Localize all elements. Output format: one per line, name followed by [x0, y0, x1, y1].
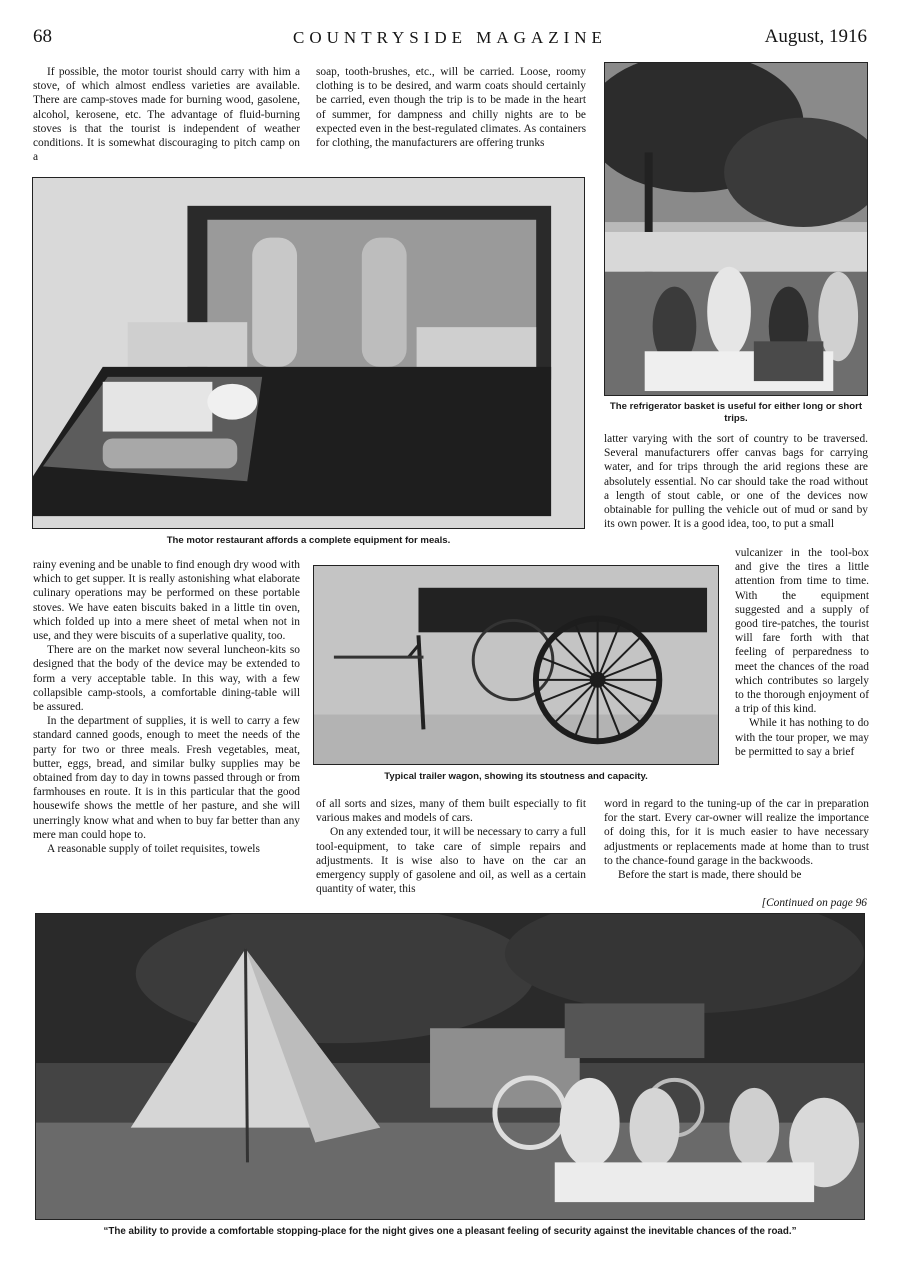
paragraph: A reasonable supply of toilet requisites, towels [47, 843, 260, 856]
paragraph: In the department of supplies, it is well to carry a few standard canned goods, enough to meet the needs of the party for two or three meals. Fresh vegetables, meat, butter, eggs, bread, and similar bulky supplies may be obtained from day to day in towns passed through or from farmhouses en route. It is in this particular that the good housewife shows the mettle of her pasture, and she will unerringly know what and when to buy far better than any mere man could hope to. [33, 715, 300, 841]
column-3-narrow [735, 546, 869, 759]
caption-trailer-wagon: Typical trailer wagon, showing its stoutness and capacity. [384, 771, 648, 782]
paragraph: If possible, the motor tourist should carry with him a stove, of which almost endless varieties are available. There are camp-stoves made for burning wood, gasolene, alcohol, kerosene, etc. The advantage of fluid-burning stoves is that the tourist is independent of weather conditions. It is somewhat discouraging to pitch camp on a [33, 66, 300, 164]
paragraph: rainy evening and be unable to find enough dry wood with which to get supper. It is really astonishing what elaborate culinary operations may be performed on these portable stoves. We have eaten biscuits baked in a little tin oven, which folded up into a mere sheet of metal when not in use, and they were biscuits of a superlative quality, too. [33, 559, 300, 643]
caption-refrigerator-basket: The refrigerator basket is useful for either long or short trips. [609, 401, 863, 424]
paragraph: word in regard to the tuning-up of the car in preparation for the start. Every car-owner will realize the importance of doing this, for it is much easier to have necessary adjustments or replacements made at home than to trust to the chance-found garage in the backwoods. [604, 798, 869, 867]
column-2-top [316, 65, 586, 150]
paragraph: There are on the market now several luncheon-kits so designed that the body of the device may be extended to form a very acceptable table. In this way, with a few collapsible camp-stools, a comfortable dining-table will be assured. [33, 644, 300, 714]
wagon-photo-icon [314, 566, 718, 764]
page-number: 68 [33, 26, 52, 47]
paragraph: soap, tooth-brushes, etc., will be carried. Loose, roomy clothing is to be desired, and warm coats should certainly be carried, even though the trip is to be made in the heart of summer, for dampness and chilly nights are to be expected even in the best-regulated climates. As containers for clothing, the manufacturers are offering trunks [316, 66, 586, 150]
issue-date: August, 1916 [764, 26, 867, 47]
picnic-photo-icon [605, 63, 867, 395]
column-3-middle [604, 432, 868, 531]
refrigerator-basket-photo [604, 62, 868, 396]
trunk-photo-icon [33, 178, 584, 528]
paragraph: of all sorts and sizes, many of them built especially to fit various makes and models of cars. [316, 798, 586, 825]
trailer-wagon-photo [313, 565, 719, 765]
continued-note: [Continued on page 96 [761, 897, 867, 909]
motor-restaurant-photo [32, 177, 585, 529]
caption-motor-restaurant: The motor restaurant affords a complete equipment for meals. [166, 535, 451, 546]
caption-camp-scene: “The ability to provide a comfortable stopping-place for the night gives one a pleasant feeling of security against the inevitable chances of the road.” [103, 1226, 797, 1237]
column-2-lower [316, 797, 586, 896]
paragraph: While it has nothing to do with the tour proper, we may be permitted to say a brief [735, 717, 869, 758]
magazine-title: COUNTRYSIDE MAGAZINE [293, 28, 607, 47]
paragraph: On any extended tour, it will be necessary to carry a full tool-equipment, to take care of simple repairs and adjustments. It is wise also to have on the car an emergency supply of gasolene and oil, as well as a certain quantity of water, this [316, 826, 586, 896]
paragraph: latter varying with the sort of country to be traversed. Several manufacturers offer canvas bags for carrying water, and for trips through the arid regions these are absolutely essential. No car should take the road without a length of stout cable, or one of the devices now obtainable for pulling the vehicle out of mud or sand by its own power. It is a good idea, too, to put a small [604, 433, 868, 531]
column-1-lower [33, 558, 300, 856]
paragraph: vulcanizer in the tool-box and give the tires a little attention from time to time. With the equipment suggested and a supply of good tire-patches, the tourist will fare forth with that feeling of perparedness to meet the chances of the road which contributes so largely to the thorough enjoyment of a trip of this kind. [735, 547, 869, 716]
camp-photo-icon [36, 914, 864, 1219]
camp-scene-photo [35, 913, 865, 1220]
paragraph: Before the start is made, there should be [618, 869, 802, 882]
column-3-bottom [604, 797, 869, 882]
column-1-top [33, 65, 300, 164]
